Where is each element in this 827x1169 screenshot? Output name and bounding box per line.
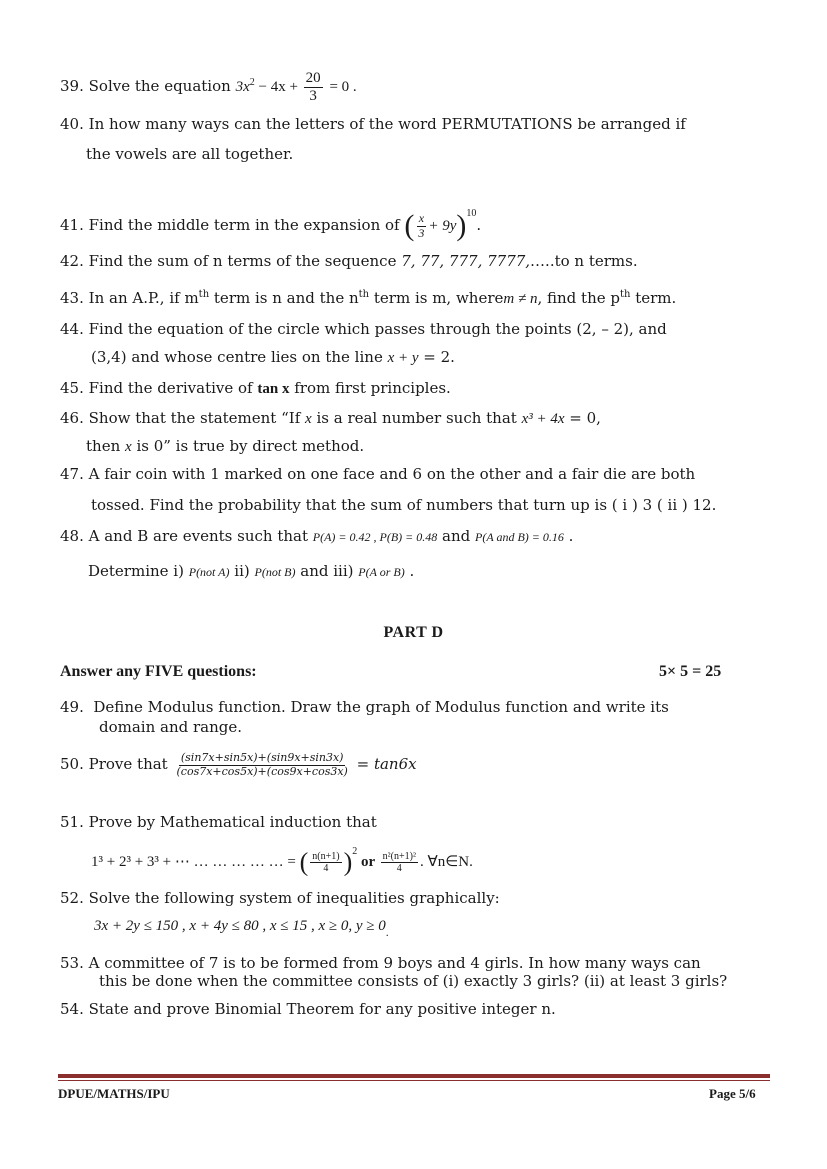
footer-rule-thin bbox=[58, 1080, 770, 1081]
question-46: 46. Show that the statement “If x is a real number such that x³ + 4x = 0, bbox=[60, 409, 601, 427]
question-46-line2: then x is 0” is true by direct method. bbox=[86, 437, 365, 455]
question-53-line2: this be done when the committee consists of (i) exactly 3 girls? (ii) at least 3 girls? bbox=[99, 972, 728, 990]
question-52: 52. Solve the following system of inequalities graphically: bbox=[60, 889, 500, 907]
part-heading: PART D bbox=[383, 624, 444, 641]
question-49: 49. Define Modulus function. Draw the graph of Modulus function and write its bbox=[60, 698, 669, 716]
question-40: 40. In how many ways can the letters of the word PERMUTATIONS be arranged if bbox=[60, 115, 686, 133]
footer-page-number: Page 5/6 bbox=[709, 1086, 756, 1101]
question-40-line2: the vowels are all together. bbox=[86, 145, 294, 163]
question-53: 53. A committee of 7 is to be formed from 9 boys and 4 girls. In how many ways can bbox=[60, 954, 701, 972]
question-44: 44. Find the equation of the circle which passes through the points (2, – 2), and bbox=[60, 320, 667, 338]
question-45: 45. Find the derivative of tan x from first principles. bbox=[60, 379, 451, 397]
question-47: 47. A fair coin with 1 marked on one face and 6 on the other and a fair die are both bbox=[60, 465, 696, 483]
question-48-line2: Determine i) P(not A) ii) P(not B) and iii) P(A or B) . bbox=[88, 562, 415, 580]
footer-rule-thick bbox=[58, 1074, 770, 1078]
question-42: 42. Find the sum of n terms of the sequence 7, 77, 777, 7777,…..to n terms. bbox=[60, 252, 638, 270]
part-instruction: Answer any FIVE questions: bbox=[60, 663, 257, 680]
question-51-formula: 1³ + 2³ + 3³ + ⋯ … … … … … = ( $\frac{n(n+1)}{4}$ )$^2$ or $\frac{\text{n²(n+1)²}}{4}$ . ∀n∈N. bbox=[91, 846, 473, 877]
question-48: 48. A and B are events such that P(A) = 0.42 , P(B) = 0.48 and P(A and B) = 0.16 . bbox=[60, 527, 574, 545]
question-52-inequalities: 3x + 2y ≤ 150 , x + 4y ≤ 80 , x ≤ 15 , x ≥ 0, $y \ge 0_.$ bbox=[94, 918, 389, 939]
question-49-line2: domain and range. bbox=[99, 718, 243, 736]
question-43: 43. In an A.P., if $m^{th}$ term is n and the $n^{th}$ term is m, wherem ≠ n, find the $p^{th}$ term. bbox=[60, 289, 677, 307]
question-54: 54. State and prove Binomial Theorem for any positive integer n. bbox=[60, 1000, 556, 1018]
footer-left: DPUE/MATHS/IPU bbox=[58, 1086, 170, 1101]
question-44-line2: (3,4) and whose centre lies on the line x + y = 2. bbox=[91, 348, 455, 366]
part-marks: 5× 5 = 25 bbox=[659, 663, 722, 680]
question-50: 50. Prove that $\frac{(\sin 7x+\sin 5x)+(\sin 9x+\sin 3x)}{(\cos 7x+\cos 5x)+(\cos 9x+\cos 3x)}$ = tan6x bbox=[60, 751, 417, 778]
question-39: 39. Solve the equation $3x^2 - 4x$ + $\frac{20}{3}$ = 0 . bbox=[60, 70, 357, 104]
question-47-line2: tossed. Find the probability that the sum of numbers that turn up is ( i ) 3 ( ii ) 12. bbox=[91, 496, 717, 514]
question-51: 51. Prove by Mathematical induction that bbox=[60, 813, 377, 831]
question-41: 41. Find the middle term in the expansion of ( $\frac{x}{3}$ + 9y)$^{10}$. bbox=[60, 208, 482, 242]
